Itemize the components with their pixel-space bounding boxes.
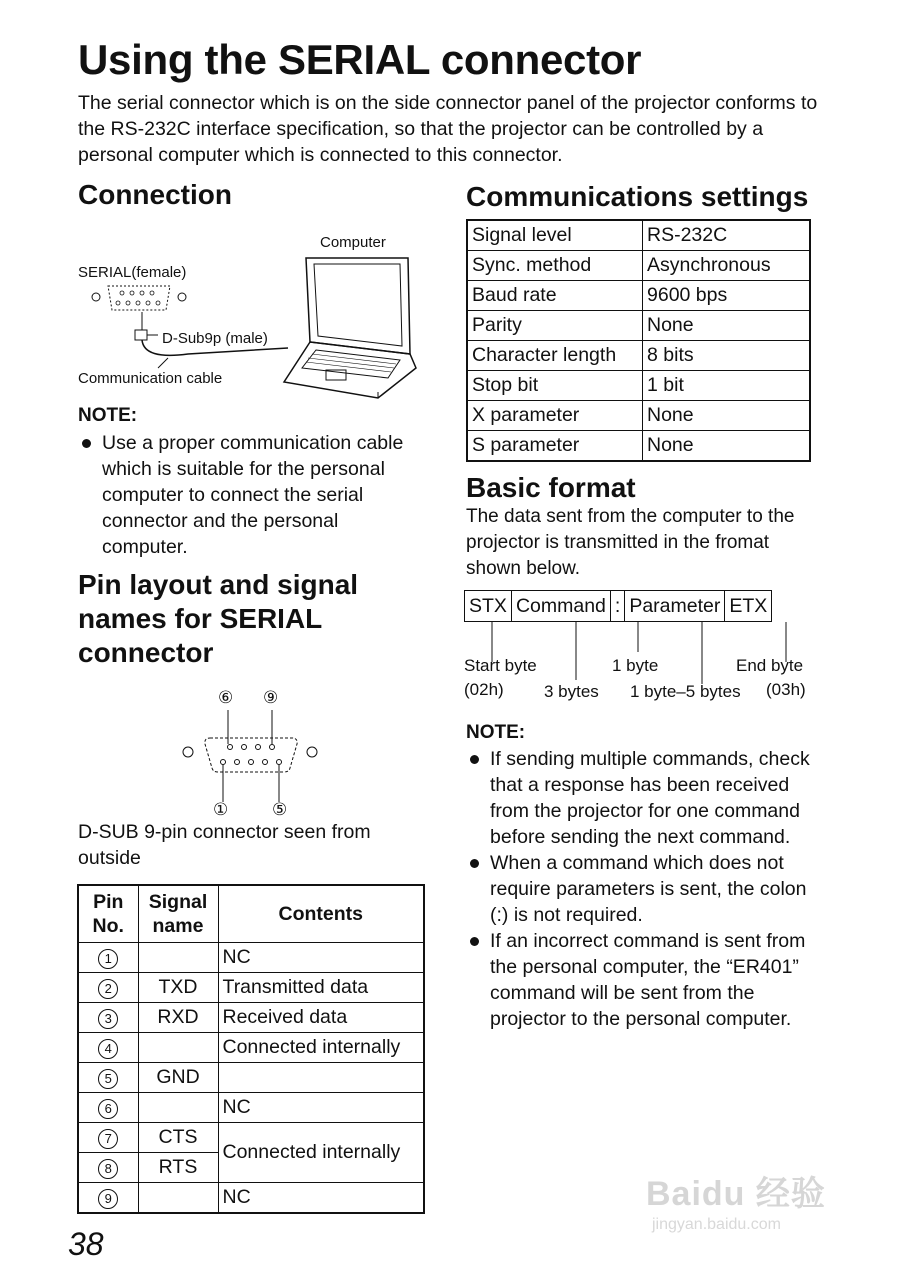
table-row	[467, 311, 810, 341]
start-byte-label: Start byte	[464, 656, 537, 675]
setting-name: Baud rate	[467, 281, 643, 311]
signal-cell	[138, 943, 218, 973]
table-row	[467, 220, 810, 251]
pin-layout-heading: Pin layout and signal names for SERIAL connector	[78, 569, 359, 668]
page-title: Using the SERIAL connector	[78, 36, 642, 83]
setting-name: X parameter	[467, 401, 643, 431]
contents-cell: NC	[218, 1183, 424, 1214]
baidu-watermark-url: jingyan.baidu.com	[652, 1216, 781, 1233]
setting-value: 8 bits	[643, 341, 811, 371]
setting-value: 1 bit	[643, 371, 811, 401]
format-notes	[466, 746, 816, 1032]
table-row	[78, 943, 424, 973]
pin-number: 2	[98, 979, 118, 999]
pin-header: Pin No.	[78, 885, 138, 943]
pin-1-label: ①	[213, 800, 229, 819]
signal-cell	[138, 1183, 218, 1214]
format-cell-etx: ETX	[725, 591, 772, 622]
table-row	[467, 281, 810, 311]
contents-cell: Transmitted data	[218, 973, 424, 1003]
table-row	[78, 1003, 424, 1033]
format-note-item: When a command which does not require parameters is sent, the colon (:) is not required.	[466, 850, 816, 928]
pin-table	[77, 884, 425, 1214]
pin-number: 5	[98, 1069, 118, 1089]
signal-cell: GND	[138, 1063, 218, 1093]
format-note-item: If sending multiple commands, check that a response has been received from the projector for one command before sending the next command.	[466, 746, 816, 850]
format-cell-parameter: Parameter	[625, 591, 725, 622]
setting-name: Stop bit	[467, 371, 643, 401]
basic-format-description: The data sent from the computer to the projector is transmitted in the fromat shown below.	[466, 506, 795, 579]
signal-header: Signal name	[138, 885, 218, 943]
table-row	[78, 1063, 424, 1093]
pin-number: 7	[98, 1129, 118, 1149]
setting-value: Asynchronous	[643, 251, 811, 281]
pin-number: 9	[98, 1189, 118, 1209]
cable-label: Communication cable	[78, 370, 223, 387]
contents-cell: Connected internally	[218, 1033, 424, 1063]
pin-number: 8	[98, 1159, 118, 1179]
format-diagram	[464, 590, 772, 622]
signal-cell: RXD	[138, 1003, 218, 1033]
setting-name: Sync. method	[467, 251, 643, 281]
connection-notes	[78, 430, 428, 560]
table-row	[467, 371, 810, 401]
command-bytes-label: 3 bytes	[544, 682, 599, 701]
page-number: 38	[68, 1226, 104, 1262]
comm-settings-table	[466, 219, 811, 462]
setting-value: RS-232C	[643, 220, 811, 251]
comm-settings-heading: Communications settings	[466, 181, 809, 212]
setting-value: None	[643, 431, 811, 462]
dsub-male-label: D-Sub9p (male)	[162, 330, 268, 347]
laptop-connection-illustration	[78, 250, 423, 400]
pin-diagram-caption: D-SUB 9-pin connector seen from outside	[78, 821, 371, 869]
connection-heading: Connection	[78, 179, 232, 210]
pin-number: 3	[98, 1009, 118, 1029]
table-row	[467, 431, 810, 462]
table-row	[467, 341, 810, 371]
contents-cell: Connected internally	[218, 1123, 424, 1183]
contents-cell: NC	[218, 943, 424, 973]
computer-label: Computer	[320, 234, 386, 251]
start-code-label: (02h)	[464, 680, 504, 699]
signal-cell: CTS	[138, 1123, 218, 1153]
signal-cell: TXD	[138, 973, 218, 1003]
table-row	[78, 1183, 424, 1214]
contents-cell	[218, 1063, 424, 1093]
end-code-label: (03h)	[766, 680, 806, 699]
contents-header: Contents	[218, 885, 424, 943]
format-cell-stx: STX	[465, 591, 512, 622]
format-note-item: If an incorrect command is sent from the personal computer, the “ER401” command will be sent from the projector to the personal computer.	[466, 928, 816, 1032]
colon-byte-label: 1 byte	[612, 656, 659, 675]
signal-cell	[138, 1093, 218, 1123]
table-row	[78, 973, 424, 1003]
setting-name: S parameter	[467, 431, 643, 462]
setting-value: None	[643, 311, 811, 341]
setting-value: None	[643, 401, 811, 431]
baidu-watermark: Baidu 经验	[646, 1175, 826, 1213]
pin-5-label: ⑤	[272, 800, 288, 819]
format-note-title: NOTE:	[466, 722, 526, 743]
basic-format-heading: Basic format	[466, 472, 636, 503]
end-byte-label: End byte	[736, 656, 804, 675]
intro-paragraph: The serial connector which is on the side connector panel of the projector conforms to the RS-232C interface specification, so that the projector can be controlled by a personal computer which is connected to this connector.	[78, 92, 818, 166]
serial-female-label: SERIAL(female)	[78, 264, 187, 281]
table-row	[78, 1033, 424, 1063]
connection-note-title: NOTE:	[78, 405, 138, 426]
contents-cell: NC	[218, 1093, 424, 1123]
signal-cell	[138, 1033, 218, 1063]
setting-value: 9600 bps	[643, 281, 811, 311]
setting-name: Character length	[467, 341, 643, 371]
signal-cell: RTS	[138, 1153, 218, 1183]
table-row	[467, 251, 810, 281]
pin-6-label: ⑥	[218, 688, 234, 707]
setting-name: Signal level	[467, 220, 643, 251]
table-row	[467, 401, 810, 431]
pin-number: 4	[98, 1039, 118, 1059]
pin-number: 1	[98, 949, 118, 969]
table-row	[78, 1093, 424, 1123]
dsub-pin-diagram	[180, 710, 320, 805]
pin-9-label: ⑨	[263, 688, 279, 707]
pin-number: 6	[98, 1099, 118, 1119]
format-cell-command: Command	[511, 591, 610, 622]
table-row	[78, 1123, 424, 1153]
setting-name: Parity	[467, 311, 643, 341]
connection-note-item: Use a proper communication cable which is suitable for the personal computer to connect the serial connector and the personal computer.	[78, 430, 428, 560]
contents-cell: Received data	[218, 1003, 424, 1033]
format-cell-colon: :	[610, 591, 624, 622]
parameter-bytes-label: 1 byte–5 bytes	[630, 682, 741, 701]
